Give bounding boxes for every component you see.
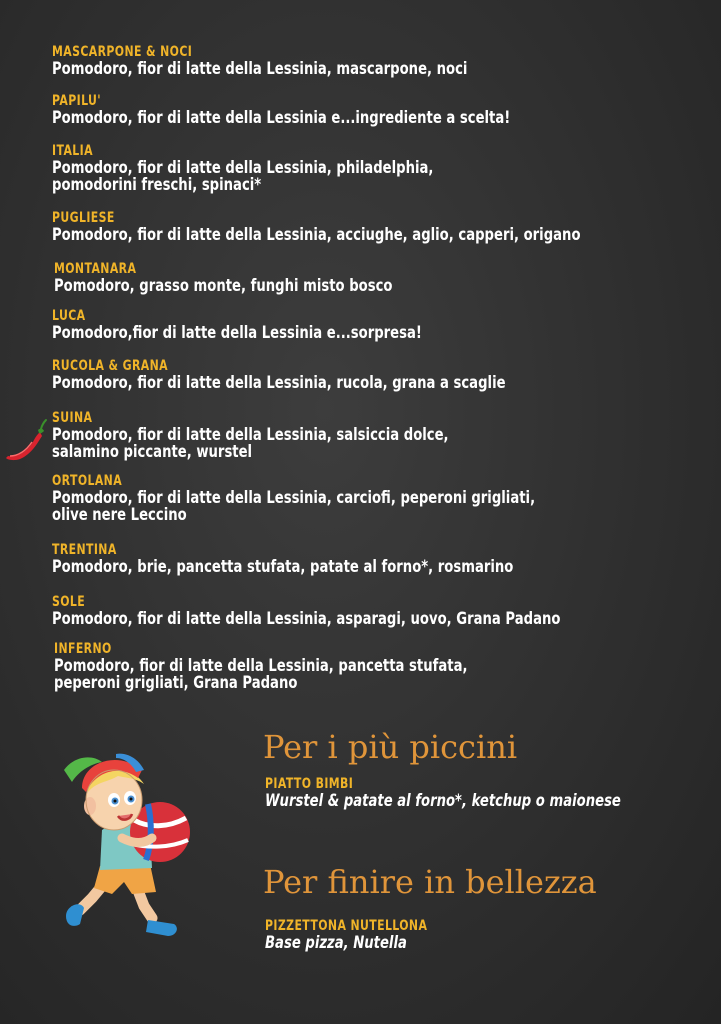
menu-item [52, 308, 514, 341]
item-desc: salamino piccante, wurstel [52, 442, 253, 461]
item-desc: Base pizza, Nutella [265, 933, 407, 952]
menu-item [52, 143, 529, 193]
section-title-dessert: Per finire in bellezza [263, 863, 597, 901]
item-name: RUCOLA & GRANA [52, 358, 168, 374]
item-name: ITALIA [52, 143, 93, 159]
item-desc: Wurstel & patate al forno*, ketchup o maionese [265, 791, 621, 810]
menu-item [52, 93, 625, 126]
item-desc: peperoni grigliati, Grana Padano [54, 673, 298, 692]
menu-item [52, 473, 656, 523]
menu-item [54, 261, 477, 294]
kid-with-ball-illustration [52, 748, 202, 948]
item-name: PIATTO BIMBI [265, 776, 354, 792]
item-desc: Pomodoro, fior di latte della Lessinia, carciofi, peperoni grigliati, [52, 488, 536, 507]
item-desc: olive nere Leccino [52, 505, 187, 524]
item-desc: Pomodoro, grasso monte, funghi misto bosco [54, 276, 393, 295]
item-name: INFERNO [54, 641, 112, 657]
chili-pepper-icon [2, 418, 48, 462]
item-desc: Pomodoro,fior di latte della Lessinia e...sorpresa! [52, 323, 422, 342]
item-desc: Pomodoro, fior di latte della Lessinia e...ingrediente a scelta! [52, 108, 511, 127]
item-name: SUINA [52, 410, 93, 426]
item-name: MONTANARA [54, 261, 137, 277]
section-title-kids: Per i più piccini [263, 728, 518, 766]
item-name: PIZZETTONA NUTELLONA [265, 918, 428, 934]
item-desc: Pomodoro, fior di latte della Lessinia, pancetta stufata, [54, 656, 468, 675]
item-name: ORTOLANA [52, 473, 123, 489]
item-desc: Pomodoro, fior di latte della Lessinia, asparagi, uovo, Grana Padano [52, 609, 561, 628]
menu-item [265, 918, 473, 951]
item-name: SOLE [52, 594, 86, 610]
item-desc: Pomodoro, fior di latte della Lessinia, mascarpone, noci [52, 59, 468, 78]
item-desc: pomodorini freschi, spinaci* [52, 175, 262, 194]
item-name: LUCA [52, 308, 86, 324]
menu-item [52, 358, 619, 391]
menu-item [52, 44, 571, 77]
item-desc: Pomodoro, fior di latte della Lessinia, rucola, grana a scaglie [52, 373, 506, 392]
item-name: MASCARPONE & NOCI [52, 44, 193, 60]
menu-item [52, 210, 713, 243]
item-name: PAPILU' [52, 93, 102, 109]
menu-item [52, 542, 629, 575]
item-desc: Pomodoro, fior di latte della Lessinia, philadelphia, [52, 158, 434, 177]
item-desc: Pomodoro, brie, pancetta stufata, patate al forno*, rosmarino [52, 557, 514, 576]
menu-item [52, 410, 548, 460]
menu-item [52, 594, 688, 627]
item-name: TRENTINA [52, 542, 117, 558]
item-name: PUGLIESE [52, 210, 115, 226]
item-desc: Pomodoro, fior di latte della Lessinia, acciughe, aglio, capperi, origano [52, 225, 581, 244]
item-desc: Pomodoro, fior di latte della Lessinia, salsiccia dolce, [52, 425, 449, 444]
menu-item [54, 641, 571, 691]
menu-item [265, 776, 710, 809]
